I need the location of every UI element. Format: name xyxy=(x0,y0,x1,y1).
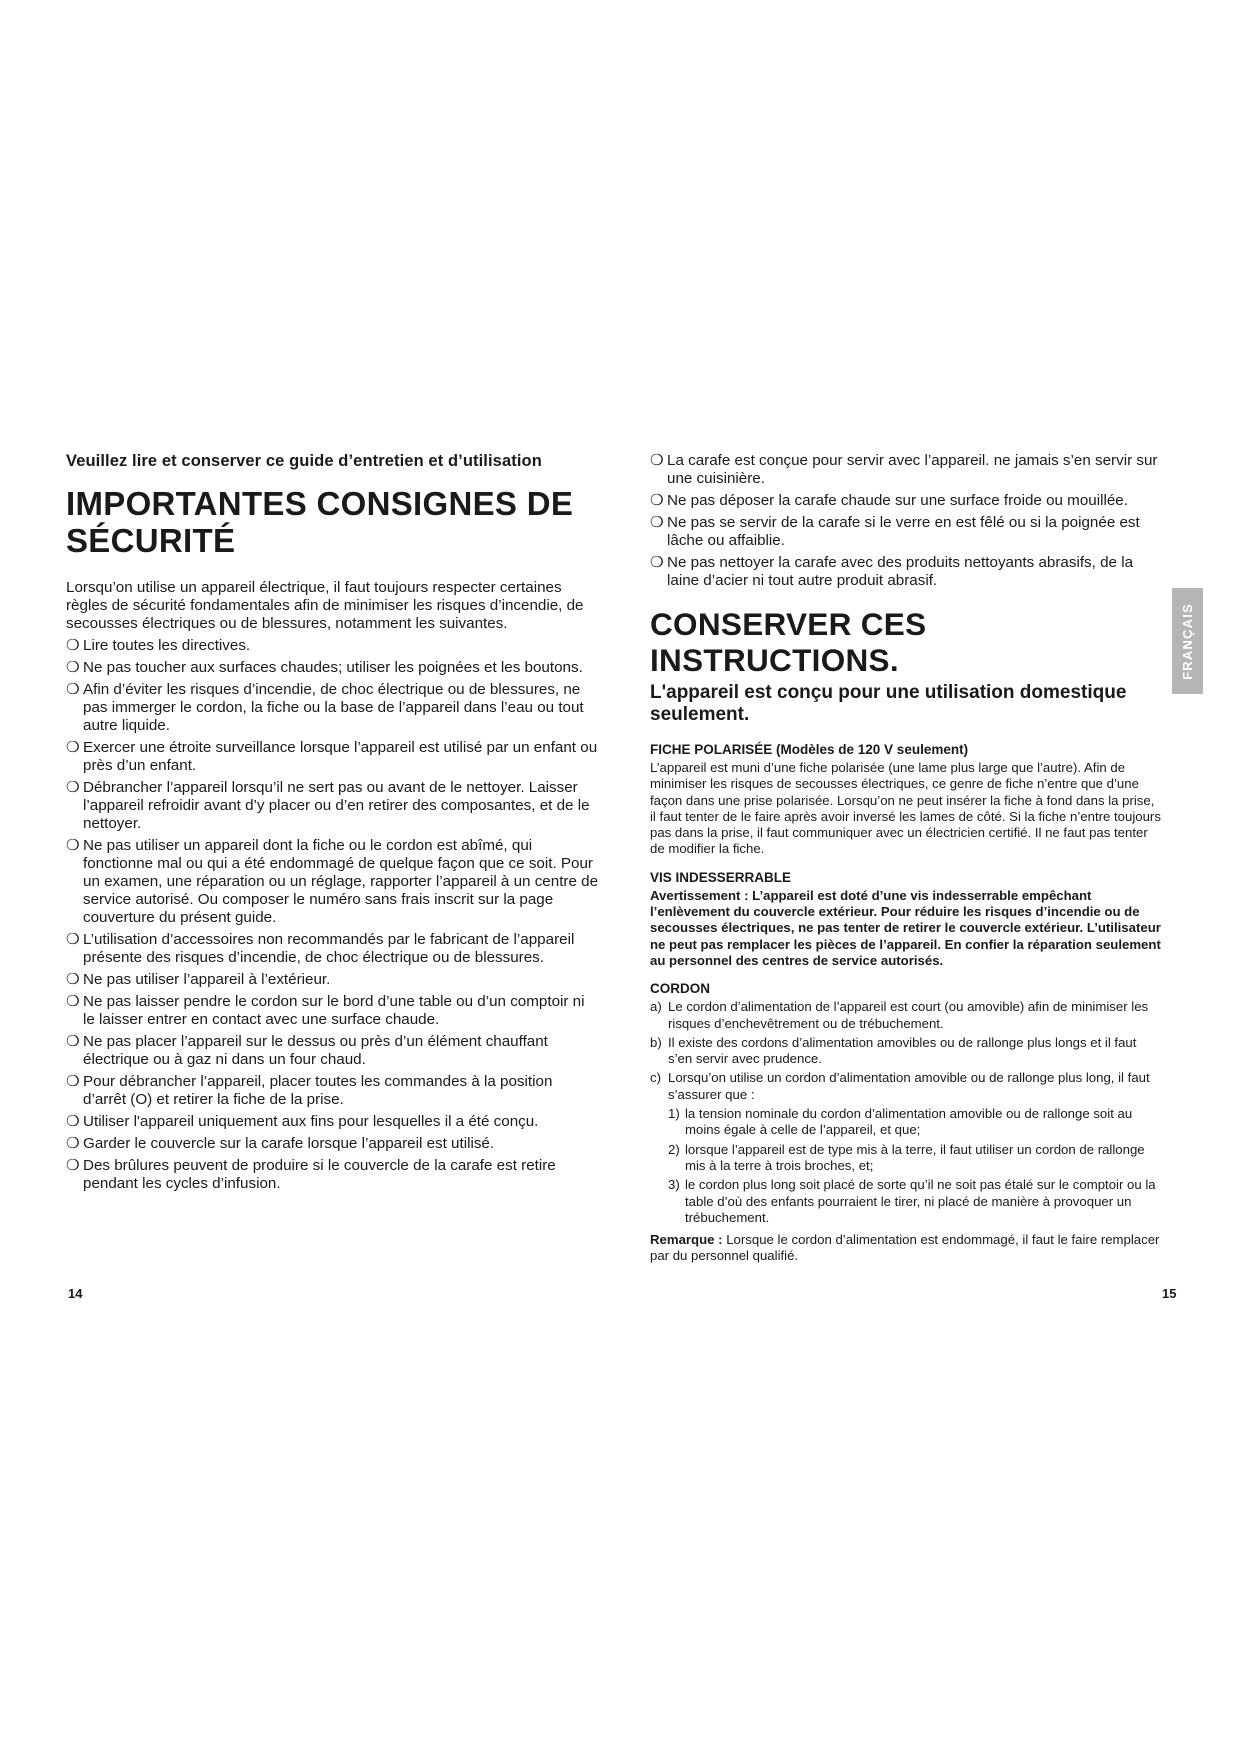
tamper-screw-text: Avertissement : L’appareil est doté d’une vis indesserrable empêchant l’enlèvement du couvercle extérieur. Pour réduire les risques d’incendie ou de secousses électriques, ne pas tenter de retirer le couvercle extérieur. L’utilisateur ne peut pas remplacer les pièces de l’appareil. En confier la réparation seulement au personnel des centres de service autorisés. xyxy=(650,887,1161,968)
note-text: Lorsque le cordon d’alimentation est endommagé, il faut le faire remplacer par du personnel qualifié. xyxy=(650,1232,1160,1264)
cord-list xyxy=(650,999,1162,1103)
circle-bullet-icon: ❍ xyxy=(66,1073,80,1090)
list-item: ❍ Ne pas nettoyer la carafe avec des produits nettoyants abrasifs, de la laine d’acier ni tout autre produit abrasif. xyxy=(650,554,1134,589)
circle-bullet-icon: ❍ xyxy=(66,1135,80,1152)
circle-bullet-icon: ❍ xyxy=(66,931,80,948)
list-item: ❍ La carafe est conçue pour servir avec l’appareil. ne jamais s’en servir sur une cuisinière. xyxy=(650,452,1158,487)
circle-bullet-icon: ❍ xyxy=(66,637,80,654)
list-item: b) Il existe des cordons d’alimentation amovibles ou de rallonge plus longs et il faut s’en servir avec prudence. xyxy=(650,1034,1137,1067)
polarized-plug-heading: FICHE POLARISÉE (Modèles de 120 V seulement) xyxy=(650,742,969,757)
list-item: 1) la tension nominale du cordon d’alimentation amovible ou de rallonge soit au moins égale à celle de l’appareil, et que; xyxy=(668,1106,1133,1138)
safety-title xyxy=(66,485,599,559)
circle-bullet-icon: ❍ xyxy=(66,659,80,676)
circle-bullet-icon: ❍ xyxy=(66,1113,80,1130)
language-side-tab xyxy=(1172,588,1203,694)
circle-bullet-icon: ❍ xyxy=(66,681,80,698)
list-item: ❍ L’utilisation d’accessoires non recommandés par le fabricant de l’appareil présente des risques d’incendie, de choc électrique ou de blessures. xyxy=(66,931,575,966)
household-use-subtitle: L'appareil est conçu pour une utilisation domestique seulement. xyxy=(650,682,1127,725)
list-item: ❍ Pour débrancher l’appareil, placer toutes les commandes à la position d’arrêt (O) et retirer la fiche de la prise. xyxy=(66,1073,553,1108)
list-item: ❍ Exercer une étroite surveillance lorsque l’appareil est utilisé par un enfant ou près d’un enfant. xyxy=(66,739,598,774)
list-item: ❍ Ne pas utiliser l’appareil à l’extérieur. xyxy=(66,971,331,988)
circle-bullet-icon: ❍ xyxy=(650,492,664,509)
cord-sublist xyxy=(668,1106,1162,1226)
list-item: ❍ Ne pas laisser pendre le cordon sur le bord d’une table ou d’un comptoir ni le laisser entrer en contact avec une surface chaude. xyxy=(66,993,585,1028)
list-item: ❍ Des brûlures peuvent de produire si le couvercle de la carafe est retire pendant les cycles d’infusion. xyxy=(66,1157,556,1192)
cord-heading: CORDON xyxy=(650,981,710,997)
list-item: ❍ Ne pas utiliser un appareil dont la fiche ou le cordon est abîmé, qui fonctionne mal ou qui a été endommagé de quelque façon que ce soit. Pour un examen, une réparation ou un réglage, rapporter l’appareil à un centre de service autorisé. Ou composer le numéro sans frais inscrit sur la page couverture du présent guide. xyxy=(66,837,599,926)
list-item: ❍ Lire toutes les directives. xyxy=(66,637,251,654)
circle-bullet-icon: ❍ xyxy=(66,739,80,756)
list-item: a) Le cordon d’alimentation de l’appareil est court (ou amovible) afin de minimiser les risques d’enchevêtrement ou de trébuchement. xyxy=(650,999,1149,1031)
polarized-plug-text: L’appareil est muni d’une fiche polarisée (une lame plus large que l’autre). Afin de minimiser les risques de secousses électriques, ce genre de fiche n’entre que d’une façon dans une prise polarisée. Lorsqu’on ne peut insérer la fiche à fond dans la prise, il faut tenter de le faire après avoir inversé les lames de côté. Si la fiche n’entre toujours pas dans la prise, il faut communiquer avec un électricien certifié. Il ne faut pas tenter de modifier la fiche. xyxy=(650,760,1161,857)
list-item: 3) le cordon plus long soit placé de sorte qu’il ne soit pas étalé sur le comptoir ou la table d’où des enfants pourraient le tirer, ni placé de manière à provoquer un trébuchement. xyxy=(668,1177,1156,1225)
list-item: 2) lorsque l’appareil est de type mis à la terre, il faut utiliser un cordon de rallonge mis à la terre à trois broches, et; xyxy=(668,1141,1145,1173)
language-tab-label: FRANÇAIS xyxy=(1180,602,1196,680)
safety-bullet-list xyxy=(66,637,599,1193)
list-item: ❍ Utiliser l'appareil uniquement aux fins pour lesquelles il a été conçu. xyxy=(66,1113,539,1130)
guide-heading: Veuillez lire et conserver ce guide d’entretien et d’utilisation xyxy=(66,452,542,470)
safety-title-line2: SÉCURITÉ xyxy=(66,522,236,559)
page-number-right: 15 xyxy=(1162,1286,1177,1301)
list-item: ❍ Débrancher l’appareil lorsqu’il ne sert pas ou avant de le nettoyer. Laisser l’appareil refroidir avant d’y placer ou d’en retirer des composantes, et de le nettoyer. xyxy=(66,779,590,832)
circle-bullet-icon: ❍ xyxy=(66,1033,80,1050)
circle-bullet-icon: ❍ xyxy=(66,779,80,796)
note-paragraph xyxy=(650,1232,1162,1265)
list-item: c) Lorsqu’on utilise un cordon d’alimentation amovible ou de rallonge plus long, il faut s’assurer que : xyxy=(650,1070,1150,1102)
circle-bullet-icon: ❍ xyxy=(66,993,80,1010)
tamper-screw-heading: VIS INDESSERRABLE xyxy=(650,869,792,885)
circle-bullet-icon: ❍ xyxy=(650,514,664,531)
circle-bullet-icon: ❍ xyxy=(650,452,664,469)
list-item: ❍ Ne pas placer l’appareil sur le dessus ou près d’un élément chauffant électrique ou à gaz ni dans un four chaud. xyxy=(66,1033,548,1068)
circle-bullet-icon: ❍ xyxy=(650,554,664,571)
list-item: ❍ Ne pas déposer la carafe chaude sur une surface froide ou mouillée. xyxy=(650,492,1128,509)
list-item: ❍ Afin d’éviter les risques d’incendie, de choc électrique ou de blessures, ne pas immerger le cordon, la fiche ou la base de l’appareil dans l’eau ou tout autre liquide. xyxy=(66,681,584,734)
intro-paragraph: Lorsqu’on utilise un appareil électrique, il faut toujours respecter certaines règles de sécurité fondamentales afin de minimiser les risques d’incendie, de secousses électriques ou de blessures, notamment les suivantes. xyxy=(66,579,584,632)
circle-bullet-icon: ❍ xyxy=(66,837,80,854)
note-label: Remarque : xyxy=(650,1232,723,1248)
safety-title-line1: IMPORTANTES CONSIGNES DE xyxy=(66,485,574,522)
circle-bullet-icon: ❍ xyxy=(66,1157,80,1174)
list-item: ❍ Garder le couvercle sur la carafe lorsque l’appareil est utilisé. xyxy=(66,1135,495,1152)
circle-bullet-icon: ❍ xyxy=(66,971,80,988)
carafe-bullet-list xyxy=(650,452,1162,590)
keep-instructions-title: CONSERVER CES INSTRUCTIONS. xyxy=(650,606,927,678)
list-item: ❍ Ne pas se servir de la carafe si le verre en est fêlé ou si la poignée est lâche ou affaiblie. xyxy=(650,514,1140,549)
left-page xyxy=(66,452,599,1197)
list-item: ❍ Ne pas toucher aux surfaces chaudes; utiliser les poignées et les boutons. xyxy=(66,659,583,676)
right-page xyxy=(650,452,1162,1265)
page-number-left: 14 xyxy=(68,1286,83,1301)
